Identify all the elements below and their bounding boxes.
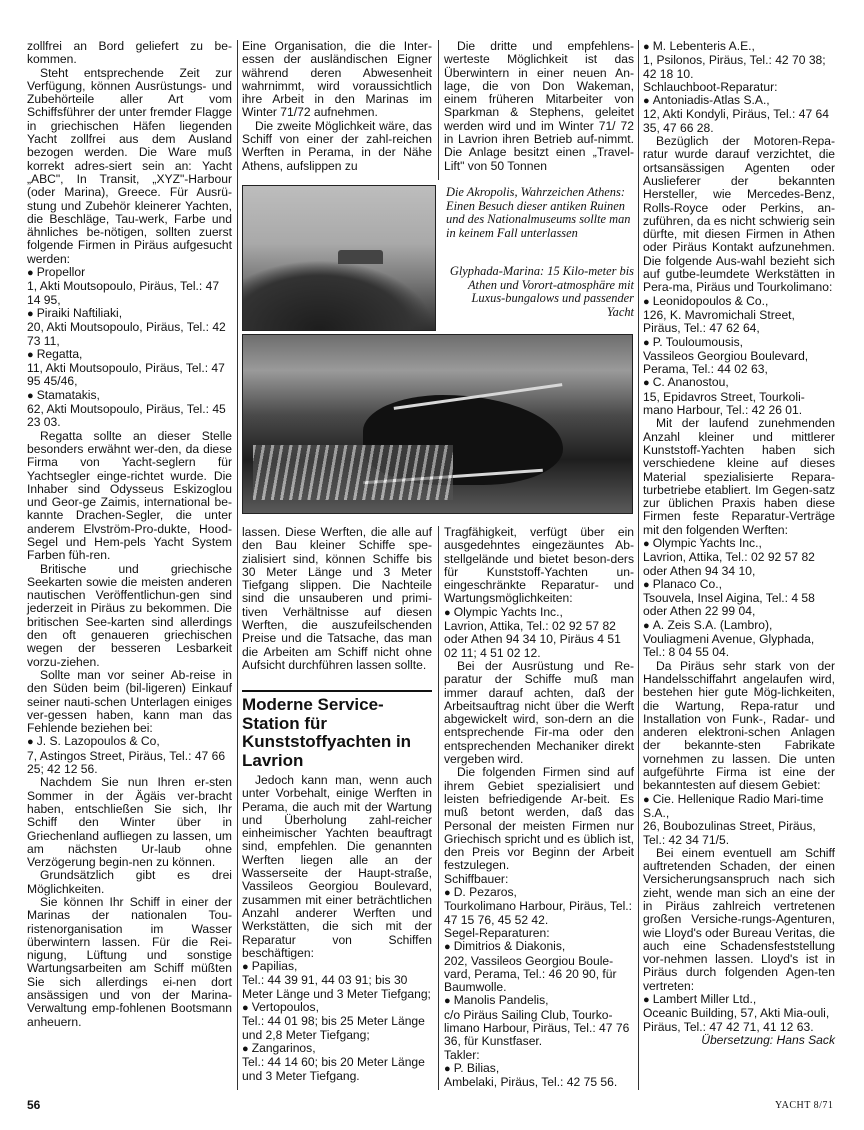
address-line: 20, Akti Moutsopoulo, Piräus, Tel.: 42 73 11,: [27, 320, 226, 348]
address-line: Vassileos Georgiou Boulevard, Perama, Tel.: 44 02 63,: [643, 348, 809, 377]
column-3-bottom: [444, 526, 634, 1089]
column-1: [27, 40, 232, 1029]
firm-name: ● Manolis Pandelis,: [444, 994, 634, 1008]
address-line: Schiffbauer:: [444, 871, 509, 886]
firm-name: ● Olympic Yachts Inc.,: [444, 606, 634, 620]
page-number: 56: [27, 1098, 41, 1112]
firm-name: ● Stamatakis,: [27, 389, 232, 403]
column-2-bottom: [242, 774, 432, 1083]
paragraph: Bei einem eventuell am Schiff auftretenden Schaden, der einen Versicherungsanspruch nach sich zieht, wende man sich an eine der in Piräus zahlreich vertretenen großen Versiche-rungs-Agenturen, wie Lloyd's oder Bureau Veritas, die auch eine Schadensfeststellung vor-nehmen lassen. Lloyd's ist in Piräus durch folgenden Agen-ten vertreten:: [643, 845, 835, 993]
column-rule: [438, 526, 439, 1090]
caption-glyphada: Glyphada-Marina: 15 Kilo-meter bis Athen und Vorort-atmosphäre mit Luxus-bungalows und passender Yacht: [449, 264, 634, 319]
address-line: 11, Akti Moutsopoulo, Piräus, Tel.: 47 95 45/46,: [27, 361, 225, 389]
section-heading-box: [242, 690, 432, 770]
paragraph: zollfrei an Bord geliefert zu be-kommen.: [27, 39, 232, 67]
firm-name: ● Papilias,: [242, 960, 432, 974]
paragraph: Sie können Ihr Schiff in einer der Marinas der nationalen Tou-ristenorganisation im Wasser überwintern lassen. Für die Rei-nigung, Lüftung und sonstige Wartungsarbeiten am Schiff müßten Sie sich allerdings ei-nen dort ansässigen und von der Marina-Verwaltung emp-fohlenen Bootsmann anheuern.: [27, 895, 232, 1029]
address-line: Lavrion, Attika, Tel.: 02 92 57 82 oder Athen 94 34 10, Piräus 4 51 02 11; 4 51 02 12.: [444, 619, 621, 660]
paragraph: Sollte man vor seiner Ab-reise in den Süden beim (bil-ligeren) Einkauf seiner nauti-schen Unterlagen einiges ver-gessen haben, kann man das Fehlende beziehen bei:: [27, 667, 232, 736]
firm-name: ● Zangarinos,: [242, 1042, 432, 1056]
address-line: 7, Astingos Street, Piräus, Tel.: 47 66 25; 42 12 56.: [27, 748, 226, 777]
paragraph: Grundsätzlich gibt es drei Möglichkeiten.: [27, 868, 232, 896]
address-line: Tel.: 44 39 91, 44 03 91; bis 30 Meter Länge und 3 Meter Tiefgang;: [242, 973, 431, 1001]
paragraph: Bei der Ausrüstung und Re-paratur der Schiffe muß man immer darauf achten, daß der Arbeitsauftrag nicht über die Werft abgewickelt wird, son-dern an die entsprechende Fir-ma oder den entsprechenden Mechaniker direkt vergeben wird.: [444, 658, 634, 767]
address-line: 62, Akti Moutsopoulo, Piräus, Tel.: 45 23 03.: [27, 402, 226, 430]
column-4-body: [643, 40, 835, 1034]
firm-name: ● J. S. Lazopoulos & Co,: [27, 735, 232, 749]
address-line: c/o Piräus Sailing Club, Tourko-limano Harbour, Piräus, Tel.: 47 76 36, für Kunstfaser.: [444, 1007, 630, 1049]
column-rule: [438, 40, 439, 180]
paragraph: Die dritte und empfehlens-werteste Möglichkeit ist das Überwintern in einer neuen An-lage, die von Don Wakeman, einem früheren Mitarbeiter von Sparkman & Stephens, geleitet werden wird und im Winter 71/ 72 in Lavrion ihren Betrieb auf-nimmt. Die Anlage besitzt einen „Travel-Lift" von 50 Tonnen: [444, 39, 634, 173]
paragraph: Mit der laufend zunehmenden Anzahl kleiner und mittlerer Kunststoff-Yachten haben sich verschiedene kleine auf dieses Material spezialisierte Repara-turbetriebe etabliert. Im Gegen-satz zur üblichen Praxis haben diese Firmen feste Reparatur-Verträge mit den folgenden Werften:: [643, 416, 835, 537]
firm-name: ● Regatta,: [27, 348, 232, 362]
paragraph: Eine Organisation, die die Inter-essen der ausländischen Eigner während deren Abwesenheit wahrnimmt, wird voraussichtlich ihre Arbeit in den Marinas im Winter 71/72 aufnehmen.: [242, 39, 432, 120]
acropolis-photo: [242, 185, 436, 331]
firm-name: ● Piraiki Naftiliaki,: [27, 307, 232, 321]
section-heading: Moderne Service-Station für Kunststoffyachten in Lavrion: [242, 695, 412, 770]
firm-name: ● C. Ananostou,: [643, 376, 835, 390]
address-line: Tel.: 44 01 98; bis 25 Meter Länge und 2,8 Meter Tiefgang;: [242, 1014, 425, 1042]
paragraph: Britische und griechische Seekarten sowie die meisten anderen nautischen Veröffentlichun-gen sind jederzeit in Piräus zu bekommen. Die britischen See-karten sind allerdings den oft genaueren griechischen wegen der besseren Lesbarkeit vorzu-ziehen.: [27, 561, 232, 669]
column-2-top: [242, 40, 432, 173]
firm-name: ● P. Bilias,: [444, 1062, 634, 1076]
address-line: Takler:: [444, 1047, 480, 1062]
paragraph: Tragfähigkeit, verfügt über ein ausgedehntes eingezäuntes Ab-stellgelände und bietet beson-ders für Kunststoff-Yachten un-eingeschränkte Reparatur- und Wartungsmöglichkeiten:: [444, 525, 634, 606]
firm-name: ● P. Touloumousis,: [643, 336, 835, 350]
address-line: 202, Vassileos Georgiou Boule-vard, Perama, Tel.: 46 20 90, für Baumwolle.: [444, 953, 617, 995]
firm-name: ● Dimitrios & Diakonis,: [444, 940, 634, 954]
firm-name: ● Cie. Hellenique Radio Mari-time S.A.,: [643, 793, 835, 821]
address-line: 1, Psilonos, Piräus, Tel.: 42 70 38; 42 18 10.: [643, 53, 826, 81]
firm-name: ● Olympic Yachts Inc.,: [643, 537, 835, 551]
firm-name: ● Planaco Co.,: [643, 578, 835, 592]
paragraph: lassen. Diese Werften, die alle auf den Bau kleiner Schiffe spe-zialisiert sind, können Schiffe bis 30 Meter Länge und 3 Meter Tiefgang slippen. Die Nachteile sind die unsauberen und primi-tiven Verhältnisse auf diesen Werften, die auszufeilschenden Preise und die Tatsache, das man die Arbeiten am Schiff nicht ohne Aufsicht durchführen lassen sollte.: [242, 525, 432, 672]
firm-name: ● D. Pezaros,: [444, 886, 634, 900]
translation-credit: Übersetzung: Hans Sack: [701, 1032, 835, 1047]
address-line: Oceanic Building, 57, Akti Mia-ouli, Piräus, Tel.: 47 42 71, 41 12 63.: [643, 1006, 830, 1034]
firm-name: ● Antoniadis-Atlas S.A.,: [643, 94, 835, 108]
address-line: 1, Akti Moutsopoulo, Piräus, Tel.: 47 14 95,: [27, 279, 220, 307]
paragraph: Bezüglich der Motoren-Repa-ratur wurde darauf verzichtet, die ortsansässigen Agenten oder Auslieferer der bekannten Hersteller, wie Mercedes-Benz, Rolls-Royce oder Perkins, an-zuführen, da es nicht schwierig sein dürfte, mit diesen Firmen in Athen oder Piräus Kontakt aufzunehmen. Die folgende Aus-wahl bezieht sich auf gutbe-leumdete Werkstätten in Pera-ma, Piräus und Tourkolimano:: [643, 134, 835, 295]
firm-name: ● M. Lebenteris A.E.,: [643, 40, 835, 54]
paragraph: Steht entsprechende Zeit zur Verfügung, können Ausrüstungs- und Zubehörteile aller Art vom Schiffsführer der unter fremder Flagge in griechischen Häfen liegenden Yacht zollfrei aus dem Ausland bezogen werden. Die Ware muß korrekt adres-siert sein an: Yacht „ABC", In Transit, „XYZ"-Harbour (oder Marina), Greece. Für Ausrü-stung und Zubehör kleinerer Yachten, die Beschläge, Tau-werk, Farbe und ähnliches be-nötigen, sollten zuerst folgende Firmen in Piräus aufgesucht werden:: [27, 65, 232, 266]
address-line: 26, Boubozulinas Street, Piräus, Tel.: 42 34 71/5.: [643, 819, 816, 847]
address-line: Schlauchboot-Reparatur:: [643, 79, 778, 94]
paragraph: Die folgenden Firmen sind auf ihrem Gebiet spezialisiert und leisten befriedigende Ar-beit. Es muß betont werden, daß das Personal der meisten Firmen nur Griechisch spricht und es üblich ist, den Preis vor Beginn der Arbeit festzulegen.: [444, 765, 634, 873]
paragraph: Da Piräus sehr stark von der Handelsschiffahrt angelaufen wird, bestehen hier gute Mög-lichkeiten, die Wartung, Repa-ratur und Installation von Funk-, Radar- und anderen elektroni-schen Anlagen der bekannte-sten Fabrikate vornehmen zu lassen. Die unten aufgeführte Firma ist eine der bekanntesten auf diesem Gebiet:: [643, 658, 835, 793]
column-2-mid: [242, 526, 432, 672]
address-line: 12, Akti Kondyli, Piräus, Tel.: 47 64 35, 47 66 28.: [643, 107, 829, 135]
address-line: Vouliagmeni Avenue, Glyphada, Tel.: 8 04 55 04.: [643, 632, 815, 660]
address-line: Tourkolimano Harbour, Piräus, Tel.: 47 15 76, 45 52 42.: [444, 899, 632, 927]
footer-issue: YACHT 8/71: [775, 1100, 834, 1111]
marina-photo: [242, 334, 633, 514]
caption-acropolis: Die Akropolis, Wahrzeichen Athens: Einen Besuch dieser antiken Ruinen und des Nationalmuseums sollte man in keinem Fall unterlassen: [446, 185, 631, 240]
firm-name: ● Vertopoulos,: [242, 1001, 432, 1015]
column-rule: [237, 40, 238, 1090]
firm-name: ● Lambert Miller Ltd.,: [643, 993, 835, 1007]
paragraph: Regatta sollte an dieser Stelle besonders erwähnt wer-den, da diese Firma von Yacht-seglern für Yachtsegler einge-richtet wurde. Die Inhaber sind Odysseus Eskizoglou und Geor-ge Zaimis, international be-kannte Drachen-Segler, die unter anderem Elvström-Pro-dukte, Hood-Segel und Hem-pels Yacht System Farben füh-ren.: [27, 428, 232, 563]
column-3-top: [444, 40, 634, 173]
column-4: [643, 40, 835, 1047]
address-line: Tsouvela, Insel Aigina, Tel.: 4 58 oder Athen 22 99 04,: [643, 591, 815, 619]
address-line: 15, Epidavros Street, Tourkoli-mano Harbour, Tel.: 42 26 01.: [643, 389, 805, 418]
firm-name: ● A. Zeis S.A. (Lambro),: [643, 619, 835, 633]
address-line: Tel.: 44 14 60; bis 20 Meter Länge und 3 Meter Tiefgang.: [242, 1055, 425, 1083]
address-line: 126, K. Mavromichali Street, Piräus, Tel.: 47 62 64,: [643, 307, 795, 336]
photo-hill: [243, 260, 435, 330]
paragraph: Die zweite Möglichkeit wäre, das Schiff von einer der zahl-reichen Werften in Perama, in der Nähe Athens, aufslippen zu: [242, 118, 432, 173]
paragraph: Jedoch kann man, wenn auch unter Vorbehalt, einige Werften in Perama, die auch mit der Wartung und Überholung zahl-reicher einheimischer Yachten beauftragt sind, empfehlen. Die genannten Werften liegen alle an der Wasserseite der Haupt-straße, Vassileos Georgiou Boulevard, zusammen mit einer beträchtlichen Anzahl anderer Werften und Werkstätten, die sich mit der Reparatur von Schiffen beschäftigen:: [242, 773, 432, 960]
address-line: Segel-Reparaturen:: [444, 925, 550, 940]
address-line: Lavrion, Attika, Tel.: 02 92 57 82 oder Athen 94 34 10,: [643, 550, 815, 578]
firm-name: ● Propellor: [27, 266, 232, 280]
column-rule: [638, 40, 639, 1090]
paragraph: Nachdem Sie nun Ihren er-sten Sommer in der Ägäis ver-bracht haben, entschließen Sie sich, Ihr Schiff den Winter über in Griechenland aufliegen zu lassen, um am nächsten Ur-laub ohne Verzögerung begin-nen zu können.: [27, 775, 232, 870]
firm-name: ● Leonidopoulos & Co.,: [643, 295, 835, 309]
address-line: Ambelaki, Piräus, Tel.: 42 75 56.: [444, 1075, 618, 1090]
photo-acropolis-ruins: [338, 250, 383, 264]
photo-boats: [253, 445, 453, 500]
